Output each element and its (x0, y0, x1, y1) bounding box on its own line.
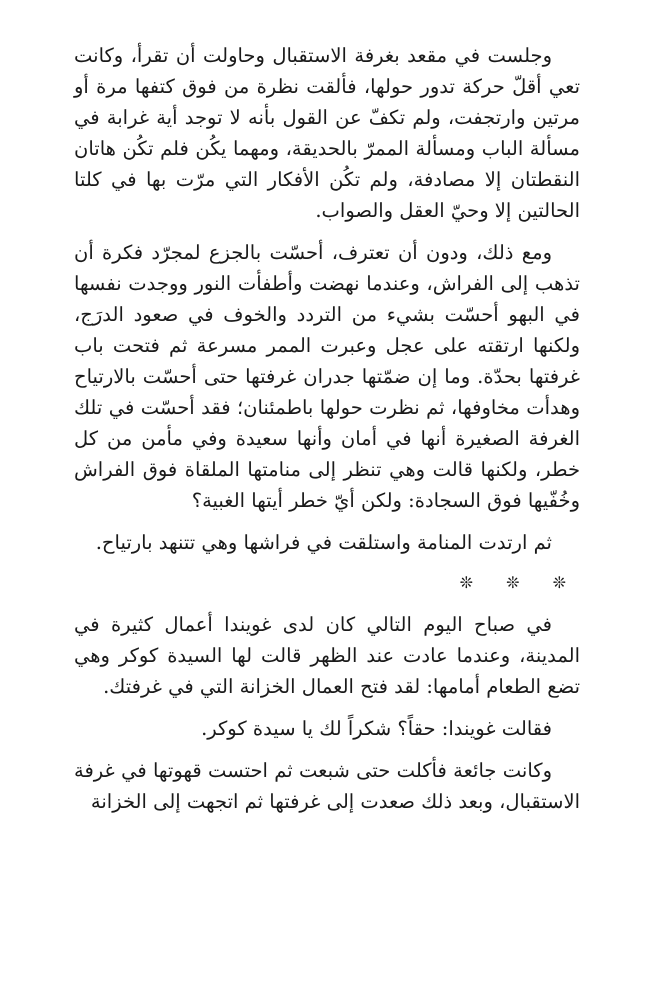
paragraph-3: ثم ارتدت المنامة واستلقت في فراشها وهي تتنهد بارتياح. (95, 531, 552, 554)
book-page (74, 40, 580, 828)
paragraph-6: وكانت جائعة فأكلت حتى شبعت ثم احتست قهوتها في غرفة الاستقبال، وبعد ذلك صعدت إلى غرفتها ثم اتجهت إلى الخزانة (74, 759, 580, 813)
paragraph-4: في صباح اليوم التالي كان لدى غويندا أعمال كثيرة في المدينة، وعندما عادت عند الظهر قالت لها السيدة كوكر وهي تضع الطعام أمامها: لقد فتح العمال الخزانة التي في غرفتك. (74, 613, 580, 698)
paragraph-1: وجلست في مقعد بغرفة الاستقبال وحاولت أن تقرأ، وكانت تعي أقلّ حركة تدور حولها، فألقت نظرة من فوق كتفها مرة أو مرتين وارتجفت، ولم تكفّ عن القول بأنه لا توجد أية غرابة في مسألة الباب ومسألة الممرّ بالحديقة، ومهما يكُن فلم تكُن هاتان النقطتان إلا مصادفة، ولم تكُن الأفكار التي مرّت بها في كلتا الحالتين إلا وحيّ العقل والصواب. (74, 44, 580, 222)
paragraph-2: ومع ذلك، ودون أن تعترف، أحسّت بالجزع لمجرّد فكرة أن تذهب إلى الفراش، وعندما نهضت وأطفأت النور ووجدت نفسها في البهو أحسّت بشيء من التردد والخوف في صعود الدرَج، ولكنها ارتقته على عجل وعبرت الممر مسرعة ثم فتحت باب غرفتها بحدّة. وما إن ضمّتها جدران غرفتها حتى أحسّت بالارتياح وهدأت مخاوفها، ثم نظرت حولها باطمئنان؛ فقد أحسّت في تلك الغرفة الصغيرة أنها في أمان وأنها سعيدة وفي مأمن من كل خطر، ولكنها قالت وهي تنظر إلى منامتها الملقاة فوق الفراش وخُفّيها فوق السجادة: ولكن أيّ خطر أيتها الغبية؟ (74, 241, 580, 512)
paragraph-5: فقالت غويندا: حقاً؟ شكراً لك يا سيدة كوكر. (201, 717, 552, 740)
section-separator: ❊ ❊ ❊ (459, 573, 580, 592)
